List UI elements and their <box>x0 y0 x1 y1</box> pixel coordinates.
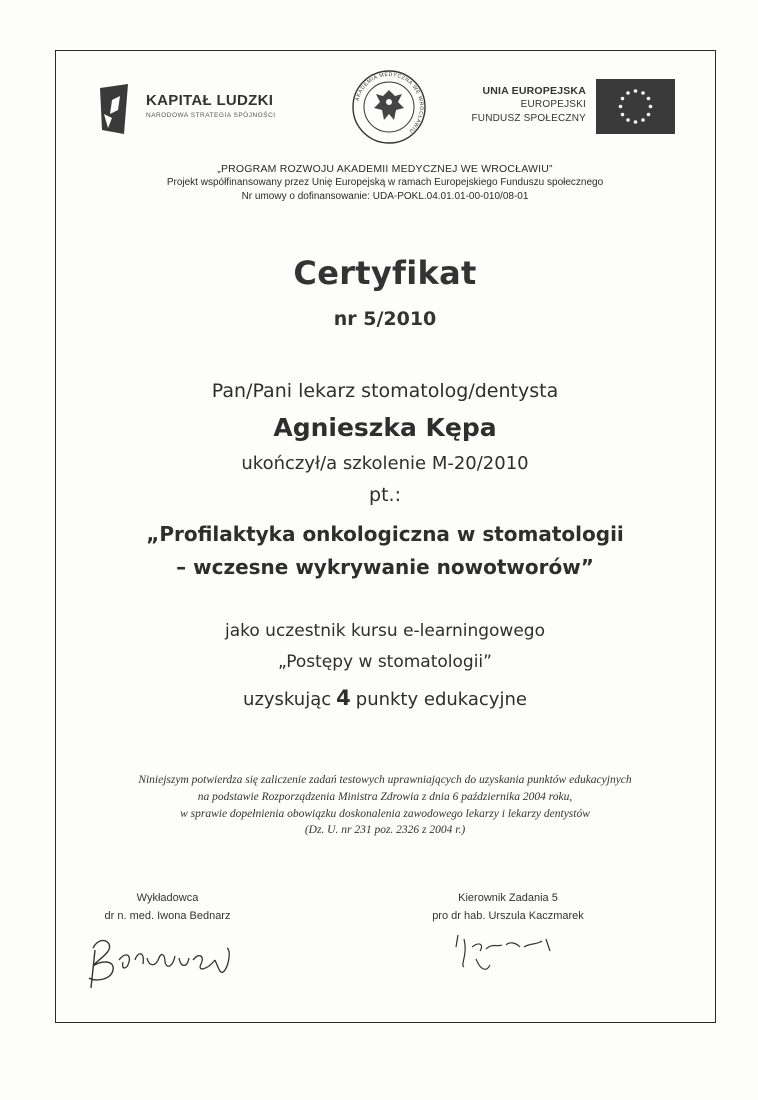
training-completed: ukończył/a szkolenie M-20/2010 <box>241 453 529 474</box>
eu-fund-line1: EUROPEJSKI <box>520 99 586 110</box>
kapital-ludzki-logo-icon <box>98 84 132 136</box>
course-description: jako uczestnik kursu e-learningowego <box>225 621 545 641</box>
svg-text:AKADEMIA MEDYCZNA WE WROCŁAWIU: AKADEMIA MEDYCZNA WE WROCŁAWIU <box>354 71 425 135</box>
topic-prefix: pt.: <box>369 484 401 506</box>
legal-line1: Niniejszym potwierdza się zaliczenie zadań testowych uprawniających do uzyskania punktów edukacyjnych <box>138 774 632 786</box>
training-topic-line1: „Profilaktyka onkologiczna w stomatologii <box>146 522 624 546</box>
lecturer-name: dr n. med. Iwona Bednarz <box>104 910 231 922</box>
kapital-ludzki-subtitle: NARODOWA STRATEGIA SPÓJNOŚCI <box>146 112 276 119</box>
training-topic-line2: – wczesne wykrywanie nowotworów” <box>176 555 594 579</box>
recipient-role: Pan/Pani lekarz stomatolog/dentysta <box>211 380 559 402</box>
certificate-number: nr 5/2010 <box>333 308 437 330</box>
task-manager-name: pro dr hab. Urszula Kaczmarek <box>432 910 584 922</box>
task-manager-signature <box>450 925 565 980</box>
recipient-name: Agnieszka Kępa <box>273 413 497 442</box>
points-prefix: uzyskując <box>243 689 332 710</box>
programme-contract-number: Nr umowy o dofinansowanie: UDA-POKL.04.01.01-00-010/08-01 <box>241 191 529 202</box>
lecturer-role: Wykładowca <box>136 892 199 904</box>
eu-text-block <box>471 85 586 126</box>
education-points <box>60 686 710 710</box>
eu-title: UNIA EUROPEJSKA <box>482 85 586 97</box>
programme-title: „PROGRAM ROZWOJU AKADEMII MEDYCZNEJ WE WROCŁAWIU” <box>217 163 553 175</box>
eu-fund-line2: FUNDUSZ SPOŁECZNY <box>471 113 586 124</box>
programme-funding: Projekt współfinansowany przez Unię Europejską w ramach Europejskiego Funduszu społecznego <box>166 177 604 188</box>
points-suffix: punkty edukacyjne <box>355 689 527 710</box>
legal-line3: w sprawie dopełnienia obowiązku doskonalenia zawodowego lekarzy i lekarzy dentystów <box>180 808 590 820</box>
legal-line4: (Dz. U. nr 231 poz. 2326 z 2004 r.) <box>304 824 466 836</box>
task-manager-role: Kierownik Zadania 5 <box>458 892 558 904</box>
points-value: 4 <box>336 686 351 710</box>
legal-line2: na podstawie Rozporządzenia Ministra Zdrowia z dnia 6 października 2004 roku, <box>197 791 573 803</box>
course-name: „Postępy w stomatologii” <box>278 652 492 672</box>
certificate-title: Certyfikat <box>293 254 477 292</box>
eu-flag-icon <box>596 79 675 134</box>
lecturer-signature <box>75 930 245 990</box>
university-seal-icon <box>350 68 428 146</box>
kapital-ludzki-title: KAPITAŁ LUDZKI <box>146 92 274 109</box>
